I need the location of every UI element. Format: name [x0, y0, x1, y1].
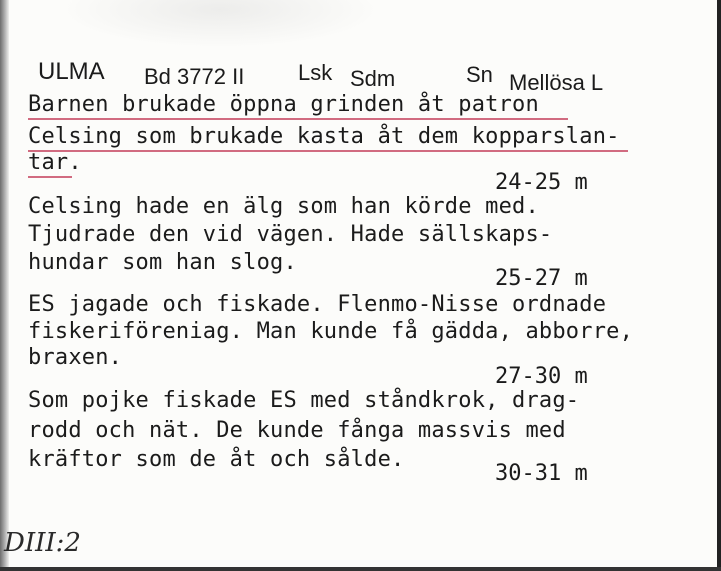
bleed-through-mark — [60, 0, 380, 48]
range-label: 30-31 m — [495, 461, 588, 486]
text-line: Celsing hade en älg som han körde med. — [28, 194, 539, 219]
text-line: braxen. — [28, 345, 123, 370]
text-line: rodd och nät. De kunde fånga massvis med — [28, 418, 566, 443]
province-code: Sdm — [350, 66, 396, 91]
underline-3 — [28, 176, 72, 178]
range-label: 27-30 m — [495, 364, 588, 389]
text-line: Tjudrade den vid vägen. Hade sällskaps- — [28, 222, 553, 247]
card-bottom-edge — [0, 567, 721, 571]
text-line: Som pojke fiskade ES med ståndkrok, drag- — [28, 388, 580, 413]
text-line: Celsing som brukade kasta åt dem kopparslan- — [28, 124, 620, 149]
text-line: kräftor som de åt och sålde. — [28, 447, 405, 472]
archive-reference: DIII:2 — [4, 528, 81, 558]
text-line: tar. — [28, 150, 82, 175]
text-line: ES jagade och fiskade. Flenmo-Nisse ordnade — [28, 292, 607, 317]
parish-name: Mellösa L — [509, 70, 604, 95]
landskap-label: Lsk — [298, 60, 333, 85]
range-label: 25-27 m — [495, 266, 588, 291]
underline-1 — [28, 118, 568, 120]
text-line: fiskeriföreniag. Man kunde få gädda, abborre, — [28, 319, 634, 344]
card-left-edge — [0, 0, 9, 571]
range-label: 24-25 m — [495, 170, 588, 195]
card-right-edge — [717, 0, 721, 571]
collection-code: ULMA — [38, 58, 105, 85]
text-line: hundar som han slog. — [28, 250, 297, 275]
socken-label: Sn — [466, 62, 493, 87]
text-line: Barnen brukade öppna grinden åt patron — [28, 92, 539, 117]
volume-number: Bd 3772 II — [144, 64, 245, 89]
underline-2 — [28, 150, 628, 152]
